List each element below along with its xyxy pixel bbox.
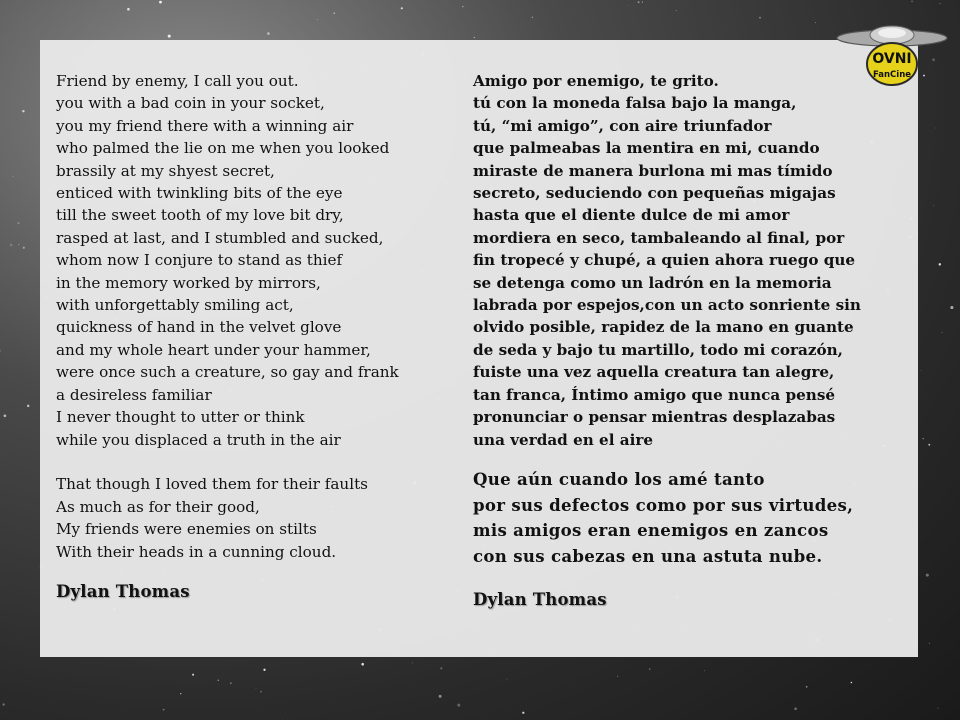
poem-line: were once such a creature, so gay and frank: [56, 363, 399, 382]
star: [911, 1, 912, 2]
poem-line: pronunciar o pensar mientras desplazabas: [473, 408, 836, 427]
star: [929, 643, 930, 644]
author-name-english: Dylan Thomas: [56, 581, 190, 601]
star: [806, 686, 808, 688]
star: [638, 1, 640, 3]
poem-line: Que aún cuando los amé tanto: [473, 468, 765, 489]
poem-line: you my friend there with a winning air: [56, 116, 354, 135]
star: [617, 676, 618, 677]
star: [17, 222, 19, 224]
poem-line: con sus cabezas en una astuta nube.: [473, 545, 823, 566]
star: [412, 662, 413, 663]
poem-line: with unforgettably smiling act,: [56, 296, 294, 315]
poem-line: while you displaced a truth in the air: [56, 430, 341, 449]
poem-line: a desireless familiar: [56, 385, 212, 404]
poem-line: Friend by enemy, I call you out.: [56, 72, 299, 90]
poem-line: se detenga como un ladrón en la memoria: [473, 273, 832, 292]
poem-line: hasta que el diente dulce de mi amor: [473, 206, 790, 225]
poem-line: Amigo por enemigo, te grito.: [473, 72, 719, 90]
ovni-fancine-logo: [836, 22, 948, 92]
poem-line: As much as for their good,: [56, 497, 260, 516]
logo-title: OVNI: [872, 51, 912, 67]
poem-line: tan franca, Íntimo amigo que nunca pensé: [473, 385, 836, 404]
poem-line: I never thought to utter or think: [56, 408, 305, 427]
star: [950, 306, 953, 309]
star: [649, 669, 650, 670]
star: [532, 17, 533, 18]
star: [361, 663, 364, 666]
stanza-block: [473, 467, 903, 569]
author-name-spanish: Dylan Thomas: [473, 590, 607, 610]
poem-line: brassily at my shyest secret,: [56, 161, 275, 180]
poem-line: de seda y bajo tu martillo, todo mi corazón,: [473, 340, 843, 359]
star: [440, 667, 442, 669]
star: [939, 3, 940, 4]
star: [939, 263, 941, 265]
poem-line: secreto, seduciendo con pequeñas migajas: [473, 184, 836, 203]
star: [168, 35, 171, 38]
star: [439, 695, 442, 698]
star: [192, 674, 194, 676]
logo-subtitle: FanCine: [872, 70, 912, 80]
star: [935, 128, 936, 129]
star: [676, 10, 677, 11]
star: [230, 682, 231, 683]
star: [163, 709, 165, 711]
poem-line: una verdad en el aire: [473, 430, 654, 449]
star: [218, 680, 220, 682]
star: [922, 438, 923, 439]
poem-line: That though I loved them for their faults: [56, 475, 368, 494]
poem-line: mis amigos eran enemigos en zancos: [473, 520, 829, 541]
star: [928, 444, 930, 446]
poem-line: que palmeabas la mentira en mi, cuando: [473, 139, 820, 158]
logo-badge: [867, 43, 917, 85]
poem-line: who palmed the lie on me when you looked: [56, 139, 390, 158]
star: [282, 719, 283, 720]
star: [10, 244, 12, 246]
star: [256, 688, 257, 689]
star: [161, 26, 162, 27]
star: [851, 682, 853, 684]
poem-line: enticed with twinkling bits of the eye: [56, 184, 343, 203]
poem-spanish: [473, 70, 903, 612]
star: [180, 693, 181, 694]
poem-line: fuiste una vez aquella creatura tan alegre,: [473, 363, 835, 382]
poem-line: in the memory worked by mirrors,: [56, 273, 321, 292]
star: [12, 176, 13, 177]
star: [937, 708, 938, 709]
stanza-gap: [56, 451, 456, 473]
star: [260, 691, 262, 693]
poem-line: and my whole heart under your hammer,: [56, 340, 371, 359]
star: [23, 247, 25, 249]
star: [522, 712, 524, 714]
poem-line: tú, “mi amigo”, con aire triunfador: [473, 116, 772, 135]
star: [457, 704, 460, 707]
star: [22, 110, 24, 112]
star: [159, 1, 162, 4]
star: [0, 350, 1, 352]
star: [815, 22, 816, 23]
star: [704, 670, 705, 671]
star: [267, 32, 270, 35]
star: [921, 370, 922, 371]
poem-line: tú con la moneda falsa bajo la manga,: [473, 94, 797, 113]
star: [18, 244, 19, 245]
poem-line: mordiera en seco, tambaleando al final, por: [473, 228, 845, 247]
star: [628, 5, 629, 6]
star: [263, 669, 265, 671]
star: [926, 574, 929, 577]
poem-line: miraste de manera burlona mi mas tímido: [473, 161, 833, 180]
star: [462, 6, 463, 7]
poem-line: till the sweet tooth of my love bit dry,: [56, 206, 344, 225]
poem-english: [56, 70, 456, 603]
poem-line: rasped at last, and I stumbled and sucked,: [56, 228, 384, 247]
poem-line: whom now I conjure to stand as thief: [56, 251, 343, 270]
star: [2, 703, 4, 705]
poem-line: My friends were enemies on stilts: [56, 520, 317, 539]
star: [27, 405, 29, 407]
star: [334, 13, 335, 14]
poem-line: olvido posible, rapidez de la mano en guante: [473, 318, 854, 337]
poem-line: you with a bad coin in your socket,: [56, 94, 325, 113]
poem-line: With their heads in a cunning cloud.: [56, 542, 337, 561]
star: [933, 205, 934, 206]
star: [4, 415, 7, 418]
star: [127, 8, 130, 11]
star: [794, 708, 797, 711]
star: [642, 2, 643, 3]
star: [401, 7, 403, 9]
poem-line: fin tropecé y chupé, a quien ahora ruego que: [473, 251, 856, 270]
star: [942, 332, 943, 333]
poem-line: quickness of hand in the velvet glove: [56, 318, 342, 337]
star: [507, 679, 508, 680]
star: [759, 17, 761, 19]
star: [474, 37, 475, 38]
poem-line: labrada por espejos,con un acto sonriente sin: [473, 296, 861, 315]
star: [317, 19, 318, 20]
poem-line: por sus defectos como por sus virtudes,: [473, 494, 854, 515]
